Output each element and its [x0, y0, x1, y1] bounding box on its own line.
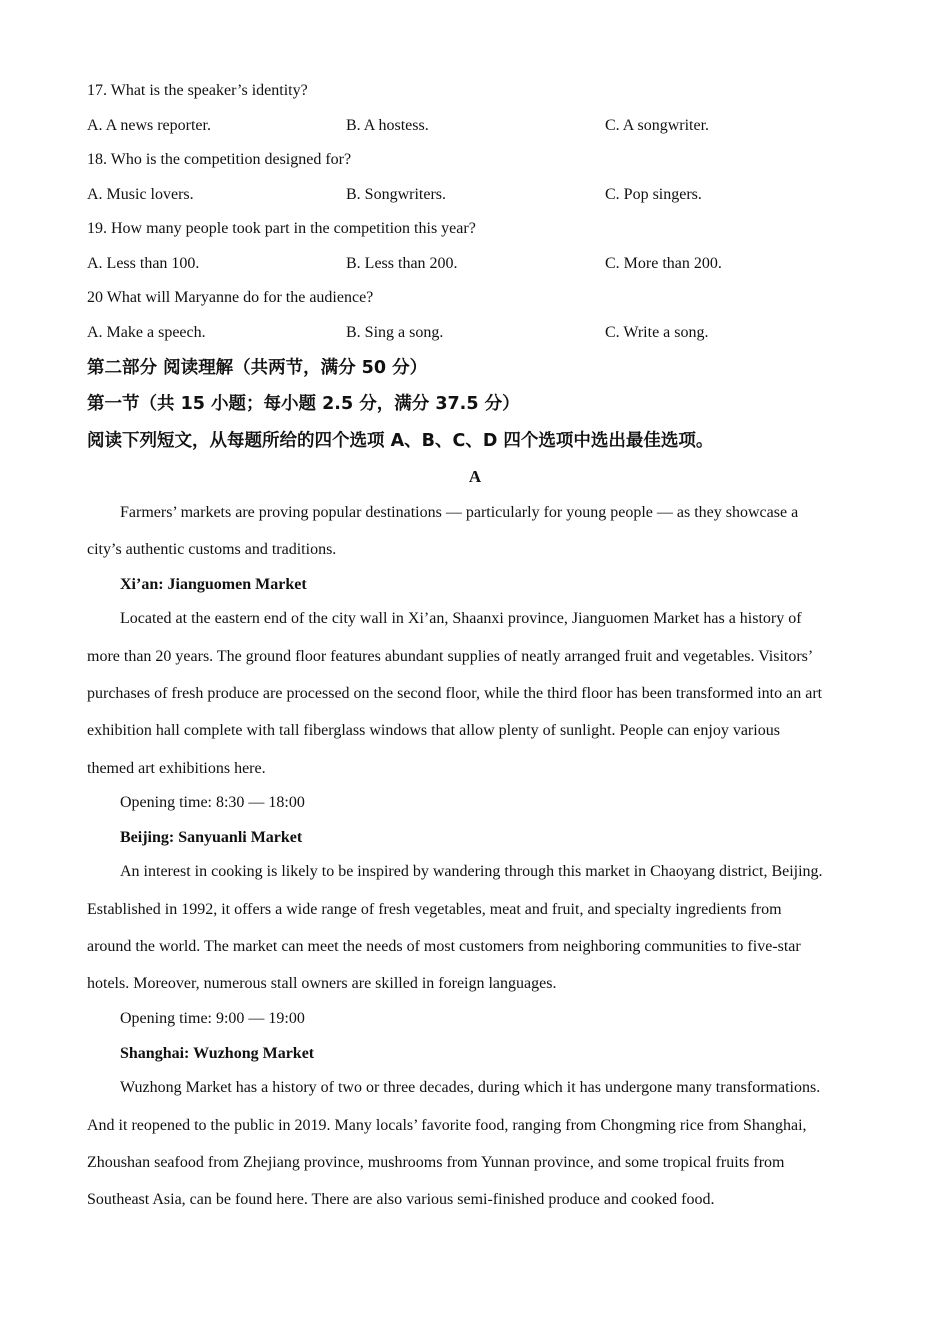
q18-option-c: C. Pop singers.	[605, 186, 702, 203]
xian-line-2: more than 20 years. The ground floor features abundant supplies of neatly arranged fruit and vegetables. Visitors’	[87, 648, 814, 665]
q19-option-b: B. Less than 200.	[346, 255, 458, 272]
xian-line-5: themed art exhibitions here.	[87, 760, 266, 777]
q18-option-b: B. Songwriters.	[346, 186, 446, 203]
q20-option-a: A. Make a speech.	[87, 324, 206, 341]
q20-option-b: B. Sing a song.	[346, 324, 444, 341]
q20-option-c: C. Write a song.	[605, 324, 709, 341]
shanghai-line-3: Zhoushan seafood from Zhejiang province, mushrooms from Yunnan province, and some tropical fruits from	[87, 1154, 785, 1171]
reading-instruction: 阅读下列短文，从每题所给的四个选项 A、B、C、D 四个选项中选出最佳选项。	[87, 431, 714, 451]
shanghai-line-2: And it reopened to the public in 2019. Many locals’ favorite food, ranging from Chongming rice from Shanghai,	[87, 1117, 807, 1134]
subsection-heading: 第一节（共 15 小题；每小题 2.5 分，满分 37.5 分）	[87, 394, 520, 414]
beijing-line-2: Established in 1992, it offers a wide range of fresh vegetables, meat and fruit, and specialty ingredients from	[87, 901, 782, 918]
question-17: 17. What is the speaker’s identity?	[87, 82, 308, 99]
q19-option-a: A. Less than 100.	[87, 255, 200, 272]
q17-option-c: C. A songwriter.	[605, 117, 710, 134]
market-title-beijing: Beijing: Sanyuanli Market	[120, 829, 303, 846]
beijing-line-1: An interest in cooking is likely to be inspired by wandering through this market in Chaoyang district, Beijing.	[120, 863, 823, 880]
question-20: 20 What will Maryanne do for the audience?	[87, 289, 374, 306]
beijing-opening-time: Opening time: 9:00 — 19:00	[120, 1010, 305, 1027]
q17-option-a: A. A news reporter.	[87, 117, 211, 134]
market-title-xian: Xi’an: Jianguomen Market	[120, 576, 307, 593]
question-19: 19. How many people took part in the competition this year?	[87, 220, 476, 237]
question-18: 18. Who is the competition designed for?	[87, 151, 352, 168]
section-heading: 第二部分 阅读理解（共两节，满分 50 分）	[87, 358, 428, 378]
intro-line-2: city’s authentic customs and traditions.	[87, 541, 337, 558]
passage-letter: A	[468, 467, 482, 486]
intro-line-1: Farmers’ markets are proving popular destinations — particularly for young people — as they showcase a	[120, 504, 799, 521]
xian-opening-time: Opening time: 8:30 — 18:00	[120, 794, 305, 811]
beijing-line-4: hotels. Moreover, numerous stall owners are skilled in foreign languages.	[87, 975, 557, 992]
shanghai-line-4: Southeast Asia, can be found here. There are also various semi-finished produce and cooked food.	[87, 1191, 715, 1208]
xian-line-4: exhibition hall complete with tall fiberglass windows that allow plenty of sunlight. People can enjoy various	[87, 722, 780, 739]
q18-option-a: A. Music lovers.	[87, 186, 194, 203]
market-title-shanghai: Shanghai: Wuzhong Market	[120, 1045, 315, 1062]
q19-option-c: C. More than 200.	[605, 255, 722, 272]
q17-option-b: B. A hostess.	[346, 117, 429, 134]
shanghai-line-1: Wuzhong Market has a history of two or three decades, during which it has undergone many transformations.	[120, 1079, 821, 1096]
xian-line-1: Located at the eastern end of the city wall in Xi’an, Shaanxi province, Jianguomen Market has a history of	[120, 610, 802, 627]
beijing-line-3: around the world. The market can meet the needs of most customers from neighboring communities to five-star	[87, 938, 801, 955]
xian-line-3: purchases of fresh produce are processed on the second floor, while the third floor has been transformed into an art	[87, 685, 823, 702]
